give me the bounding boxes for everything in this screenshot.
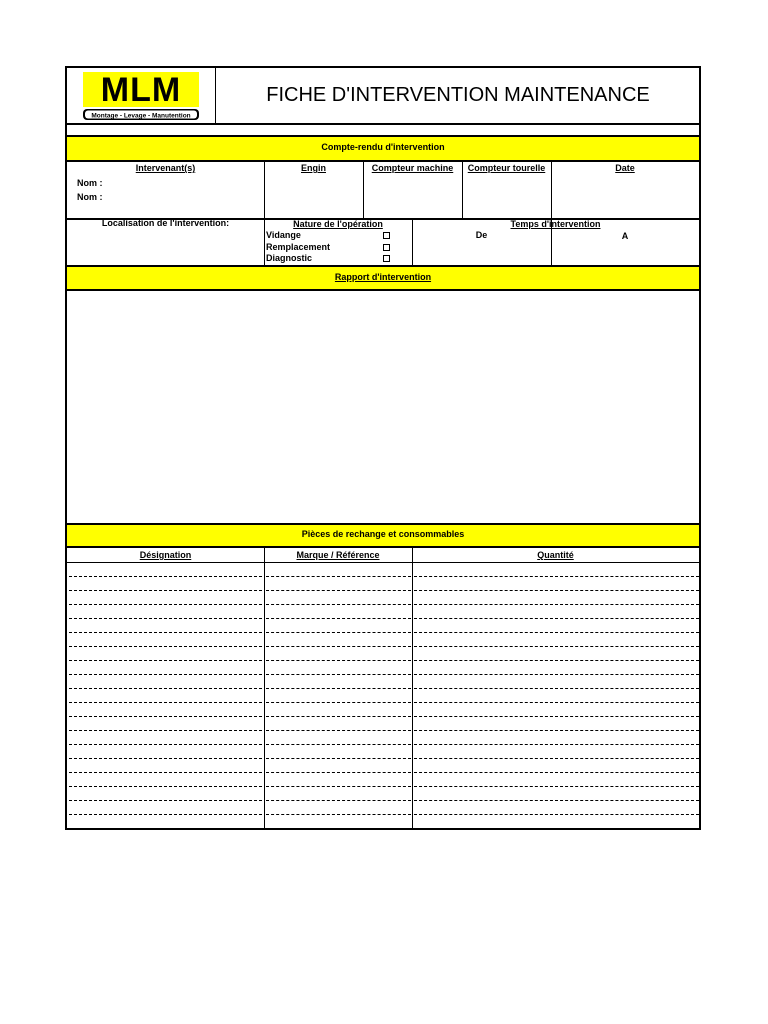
row-divider <box>69 618 262 619</box>
checkbox-vidange[interactable] <box>383 232 390 239</box>
row-divider <box>266 772 411 773</box>
row-divider <box>266 590 411 591</box>
localisation-label: Localisation de l'intervention: <box>101 218 230 228</box>
row-divider <box>266 744 411 745</box>
section-rapport: Rapport d'intervention <box>334 272 432 282</box>
row-divider <box>414 786 699 787</box>
rapport-text-area[interactable] <box>67 291 699 523</box>
intervenants-label: Intervenant(s) <box>135 163 196 173</box>
row-divider <box>69 744 262 745</box>
temps-label: Temps d'intervention <box>510 219 601 229</box>
option-vidange: Vidange <box>266 230 301 240</box>
row-divider <box>266 800 411 801</box>
checkbox-diagnostic[interactable] <box>383 255 390 262</box>
section-compte-rendu: Compte-rendu d'intervention <box>321 142 445 152</box>
row-divider <box>69 800 262 801</box>
row-divider <box>414 772 699 773</box>
row-divider <box>414 814 699 815</box>
intervention-form <box>65 66 701 830</box>
row-divider <box>266 604 411 605</box>
row-divider <box>69 716 262 717</box>
option-remplacement: Remplacement <box>266 242 331 252</box>
row-divider <box>69 660 262 661</box>
row-divider <box>69 646 262 647</box>
row-divider <box>266 702 411 703</box>
row-divider <box>69 590 262 591</box>
date-label: Date <box>615 163 635 173</box>
row-divider <box>69 730 262 731</box>
row-divider <box>266 632 411 633</box>
row-divider <box>69 604 262 605</box>
row-divider <box>266 576 411 577</box>
row-divider <box>266 814 411 815</box>
row-divider <box>414 660 699 661</box>
row-divider <box>414 744 699 745</box>
row-divider <box>69 674 262 675</box>
row-divider <box>69 772 262 773</box>
row-divider <box>266 674 411 675</box>
de-label: De <box>475 230 488 240</box>
page-title: FICHE D'INTERVENTION MAINTENANCE <box>266 84 650 106</box>
row-divider <box>414 646 699 647</box>
checkbox-remplacement[interactable] <box>383 244 390 251</box>
option-diagnostic: Diagnostic <box>266 253 313 263</box>
section-pieces: Pièces de rechange et consommables <box>301 529 465 539</box>
row-divider <box>69 688 262 689</box>
logo-text: MLM <box>100 72 182 109</box>
compteur-machine-label: Compteur machine <box>371 163 454 173</box>
row-divider <box>266 786 411 787</box>
logo-tagline: Montage - Levage - Manutention <box>91 112 191 120</box>
a-label: A <box>621 231 629 241</box>
row-divider <box>414 618 699 619</box>
engin-label: Engin <box>301 163 326 173</box>
row-divider <box>69 576 262 577</box>
nom-1-label: Nom : <box>77 178 103 188</box>
col-marque-reference: Marque / Référence <box>296 550 380 560</box>
row-divider <box>414 590 699 591</box>
row-divider <box>414 688 699 689</box>
row-divider <box>414 730 699 731</box>
row-divider <box>414 716 699 717</box>
nom-2-label: Nom : <box>77 192 103 202</box>
row-divider <box>414 674 699 675</box>
row-divider <box>266 688 411 689</box>
nature-label: Nature de l'opération <box>293 219 383 229</box>
row-divider <box>414 576 699 577</box>
row-divider <box>414 702 699 703</box>
row-divider <box>266 730 411 731</box>
row-divider <box>414 604 699 605</box>
row-divider <box>266 758 411 759</box>
row-divider <box>69 786 262 787</box>
row-divider <box>266 660 411 661</box>
col-designation: Désignation <box>139 550 192 560</box>
row-divider <box>69 814 262 815</box>
row-divider <box>266 646 411 647</box>
row-divider <box>266 716 411 717</box>
row-divider <box>69 632 262 633</box>
mlm-logo <box>83 72 199 120</box>
row-divider <box>414 800 699 801</box>
compteur-tourelle-label: Compteur tourelle <box>467 163 546 173</box>
row-divider <box>414 758 699 759</box>
row-divider <box>69 702 262 703</box>
row-divider <box>414 632 699 633</box>
row-divider <box>266 618 411 619</box>
row-divider <box>69 758 262 759</box>
col-quantite: Quantité <box>537 550 574 560</box>
